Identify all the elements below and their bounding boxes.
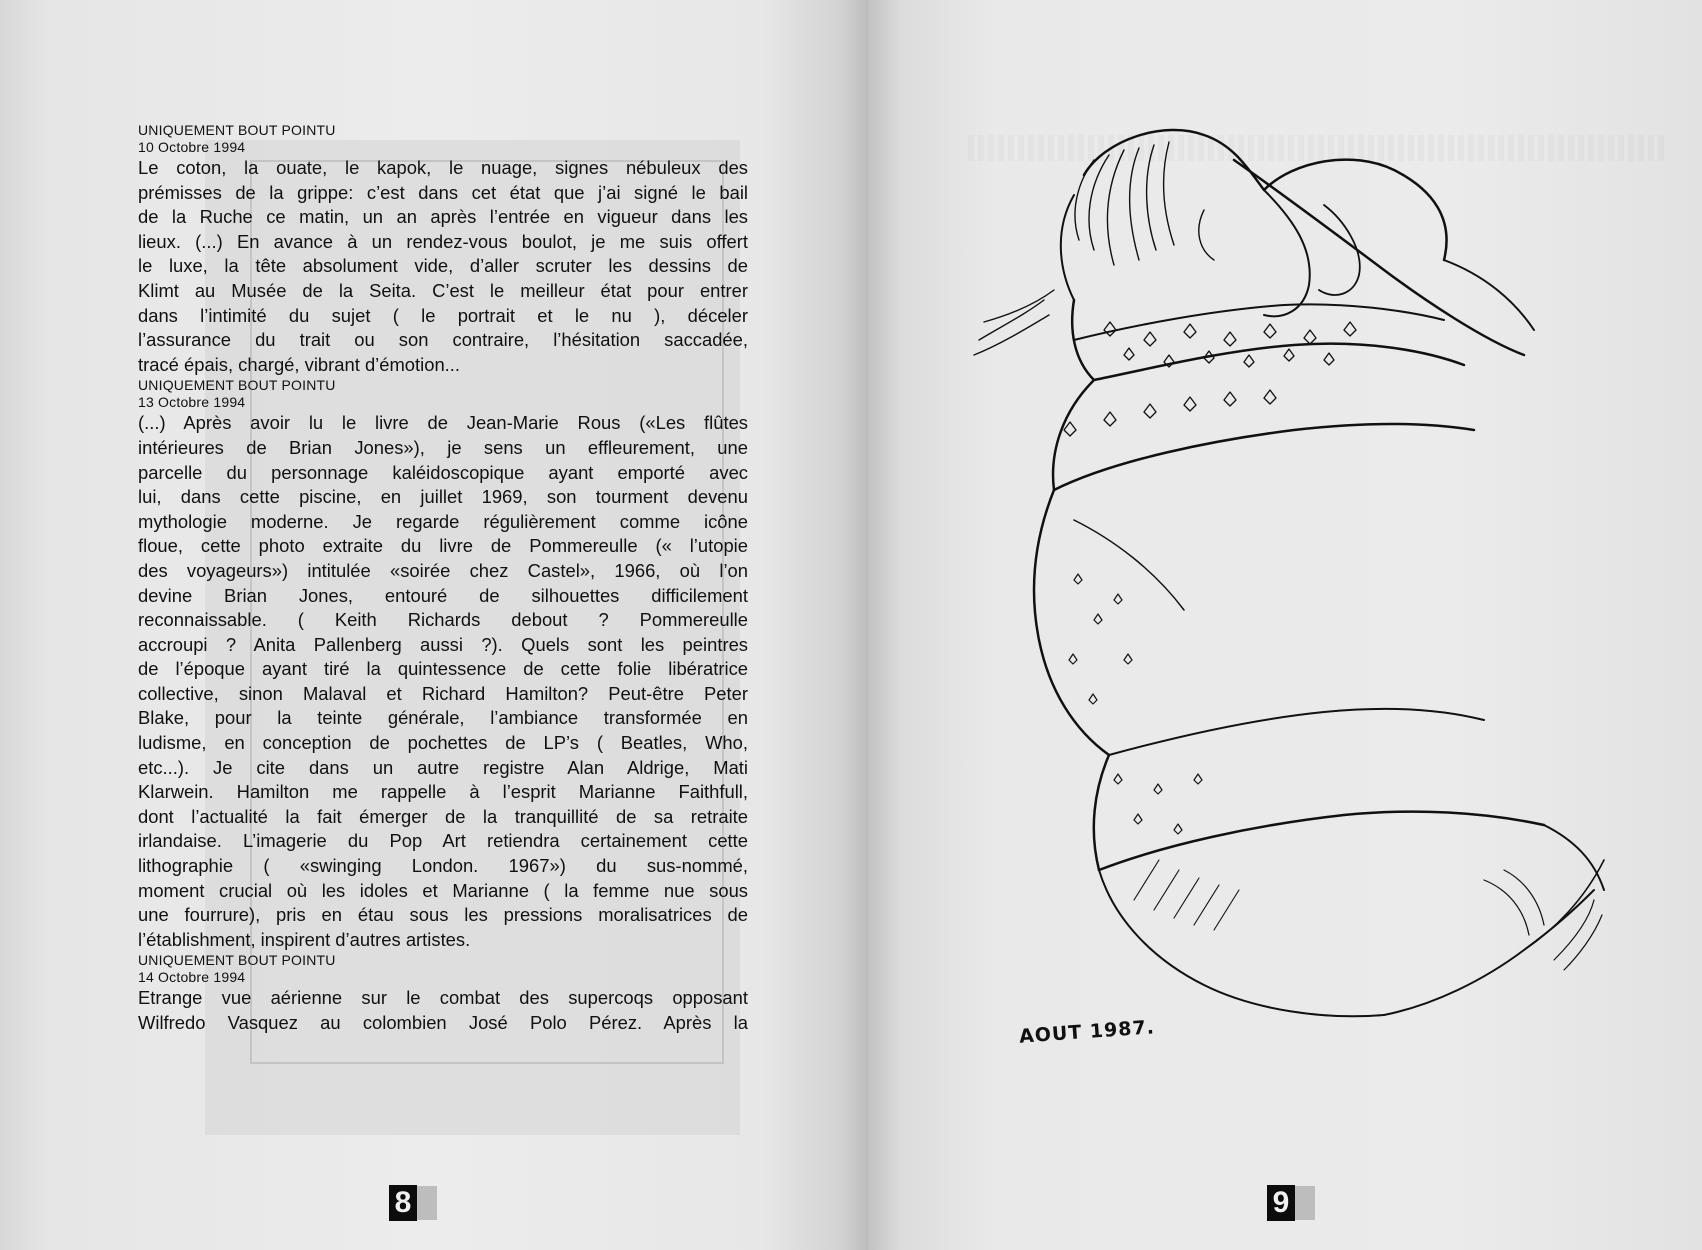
page-number: 9 [1267,1185,1295,1221]
text-line: prémisses de la grippe: c’est dans cet état que j’ai signé le bail [138,181,748,203]
text-line: intérieures de Brian Jones»), je sens un effleurement, une [138,436,748,458]
text-line: de l’époque ayant tiré la quintessence de cette folie libératrice [138,658,748,680]
text-line: de la Ruche ce matin, un an après l’entrée en vigueur dans les [138,206,748,228]
text-line: Blake, pour la teinte générale, l’ambiance transformée en [138,707,748,729]
text-line: floue, cette photo extraite du livre de Pommereulle (« l’utopie [138,535,748,557]
text-line: Klimt au Musée de la Seita. C’est le meilleur état pour entrer [138,279,748,301]
text-line: le luxe, la tête absolument vide, d’aller scruter les dessins de [138,255,748,277]
text-line: l’assurance du trait ou son contraire, l’hésitation saccadée, [138,329,748,351]
text-line: lithographie ( «swinging London. 1967») du sus-nommé, [138,855,748,877]
entry-body [138,156,748,377]
page-number: 8 [389,1185,417,1221]
text-line: une fourrure), pris en étau sous les pressions moralisatrices de [138,904,748,926]
signature: AOUT 1987. [1018,1016,1156,1048]
text-line: tracé épais, chargé, vibrant d’émotion... [138,353,461,375]
entry-body [138,986,748,1035]
text-line: (...) Après avoir lu le livre de Jean-Marie Rous («Les flûtes [138,412,748,434]
text-line: des voyageurs») intitulée «soirée chez Castel», 1966, où l’on [138,559,748,581]
text-line: devine Brian Jones, entouré de silhouettes difficilement [138,584,748,606]
text-line: Le coton, la ouate, le kapok, le nuage, signes nébuleux des [138,157,748,178]
journal-entry [138,122,748,377]
text-line: lui, dans cette piscine, en juillet 1969, son tourment devenu [138,486,748,508]
text-line: Klarwein. Hamilton me rappelle à l’esprit Marianne Faithfull, [138,781,748,803]
entry-body [138,411,748,952]
entry-date: 13 Octobre 1994 [138,394,246,411]
page-number-tab [417,1186,437,1220]
entry-heading: UNIQUEMENT BOUT POINTU [138,952,336,969]
text-line: dans l’intimité du sujet ( le portrait et le nu ), déceler [138,304,748,326]
journal-entry [138,377,748,952]
entry-date: 14 Octobre 1994 [138,969,246,986]
text-line: l’établishment, inspirent d’autres artistes. [138,928,471,950]
journal-entry [138,952,748,1035]
text-line: reconnaissable. ( Keith Richards debout ? Pommereulle [138,609,748,631]
entry-heading: UNIQUEMENT BOUT POINTU [138,377,336,394]
entry-date: 10 Octobre 1994 [138,139,246,155]
text-line: Etrange vue aérienne sur le combat des supercoqs opposant [138,987,748,1009]
text-line: irlandaise. L’imagerie du Pop Art retiendra certainement cette [138,830,748,852]
text-line: lieux. (...) En avance à un rendez-vous boulot, je me suis offert [138,230,748,252]
text-line: ludisme, en conception de pochettes de LP’s ( Beatles, Who, [138,732,748,754]
text-line: accroupi ? Anita Pallenberg aussi ?). Quels sont les peintres [138,633,748,655]
text-line: mythologie moderne. Je regarde régulièrement comme icône [138,510,748,532]
text-line: Wilfredo Vasquez au colombien José Polo Pérez. Après la [138,1012,748,1033]
text-line: moment crucial où les idoles et Marianne ( la femme nue sous [138,879,748,901]
text-line: parcelle du personnage kaléidoscopique ayant emporté avec [138,461,748,483]
page-number-tab [1295,1186,1315,1220]
text-line: etc...). Je cite dans un autre registre Alan Aldrige, Mati [138,756,748,778]
entry-heading: UNIQUEMENT BOUT POINTU [138,122,336,138]
text-line: collective, sinon Malaval et Richard Hamilton? Peut-être Peter [138,682,748,704]
journal-text [138,122,748,1036]
ink-drawing [964,100,1664,1100]
text-line: dont l’actualité la fait émerger de la tranquillité de sa retraite [138,805,748,827]
